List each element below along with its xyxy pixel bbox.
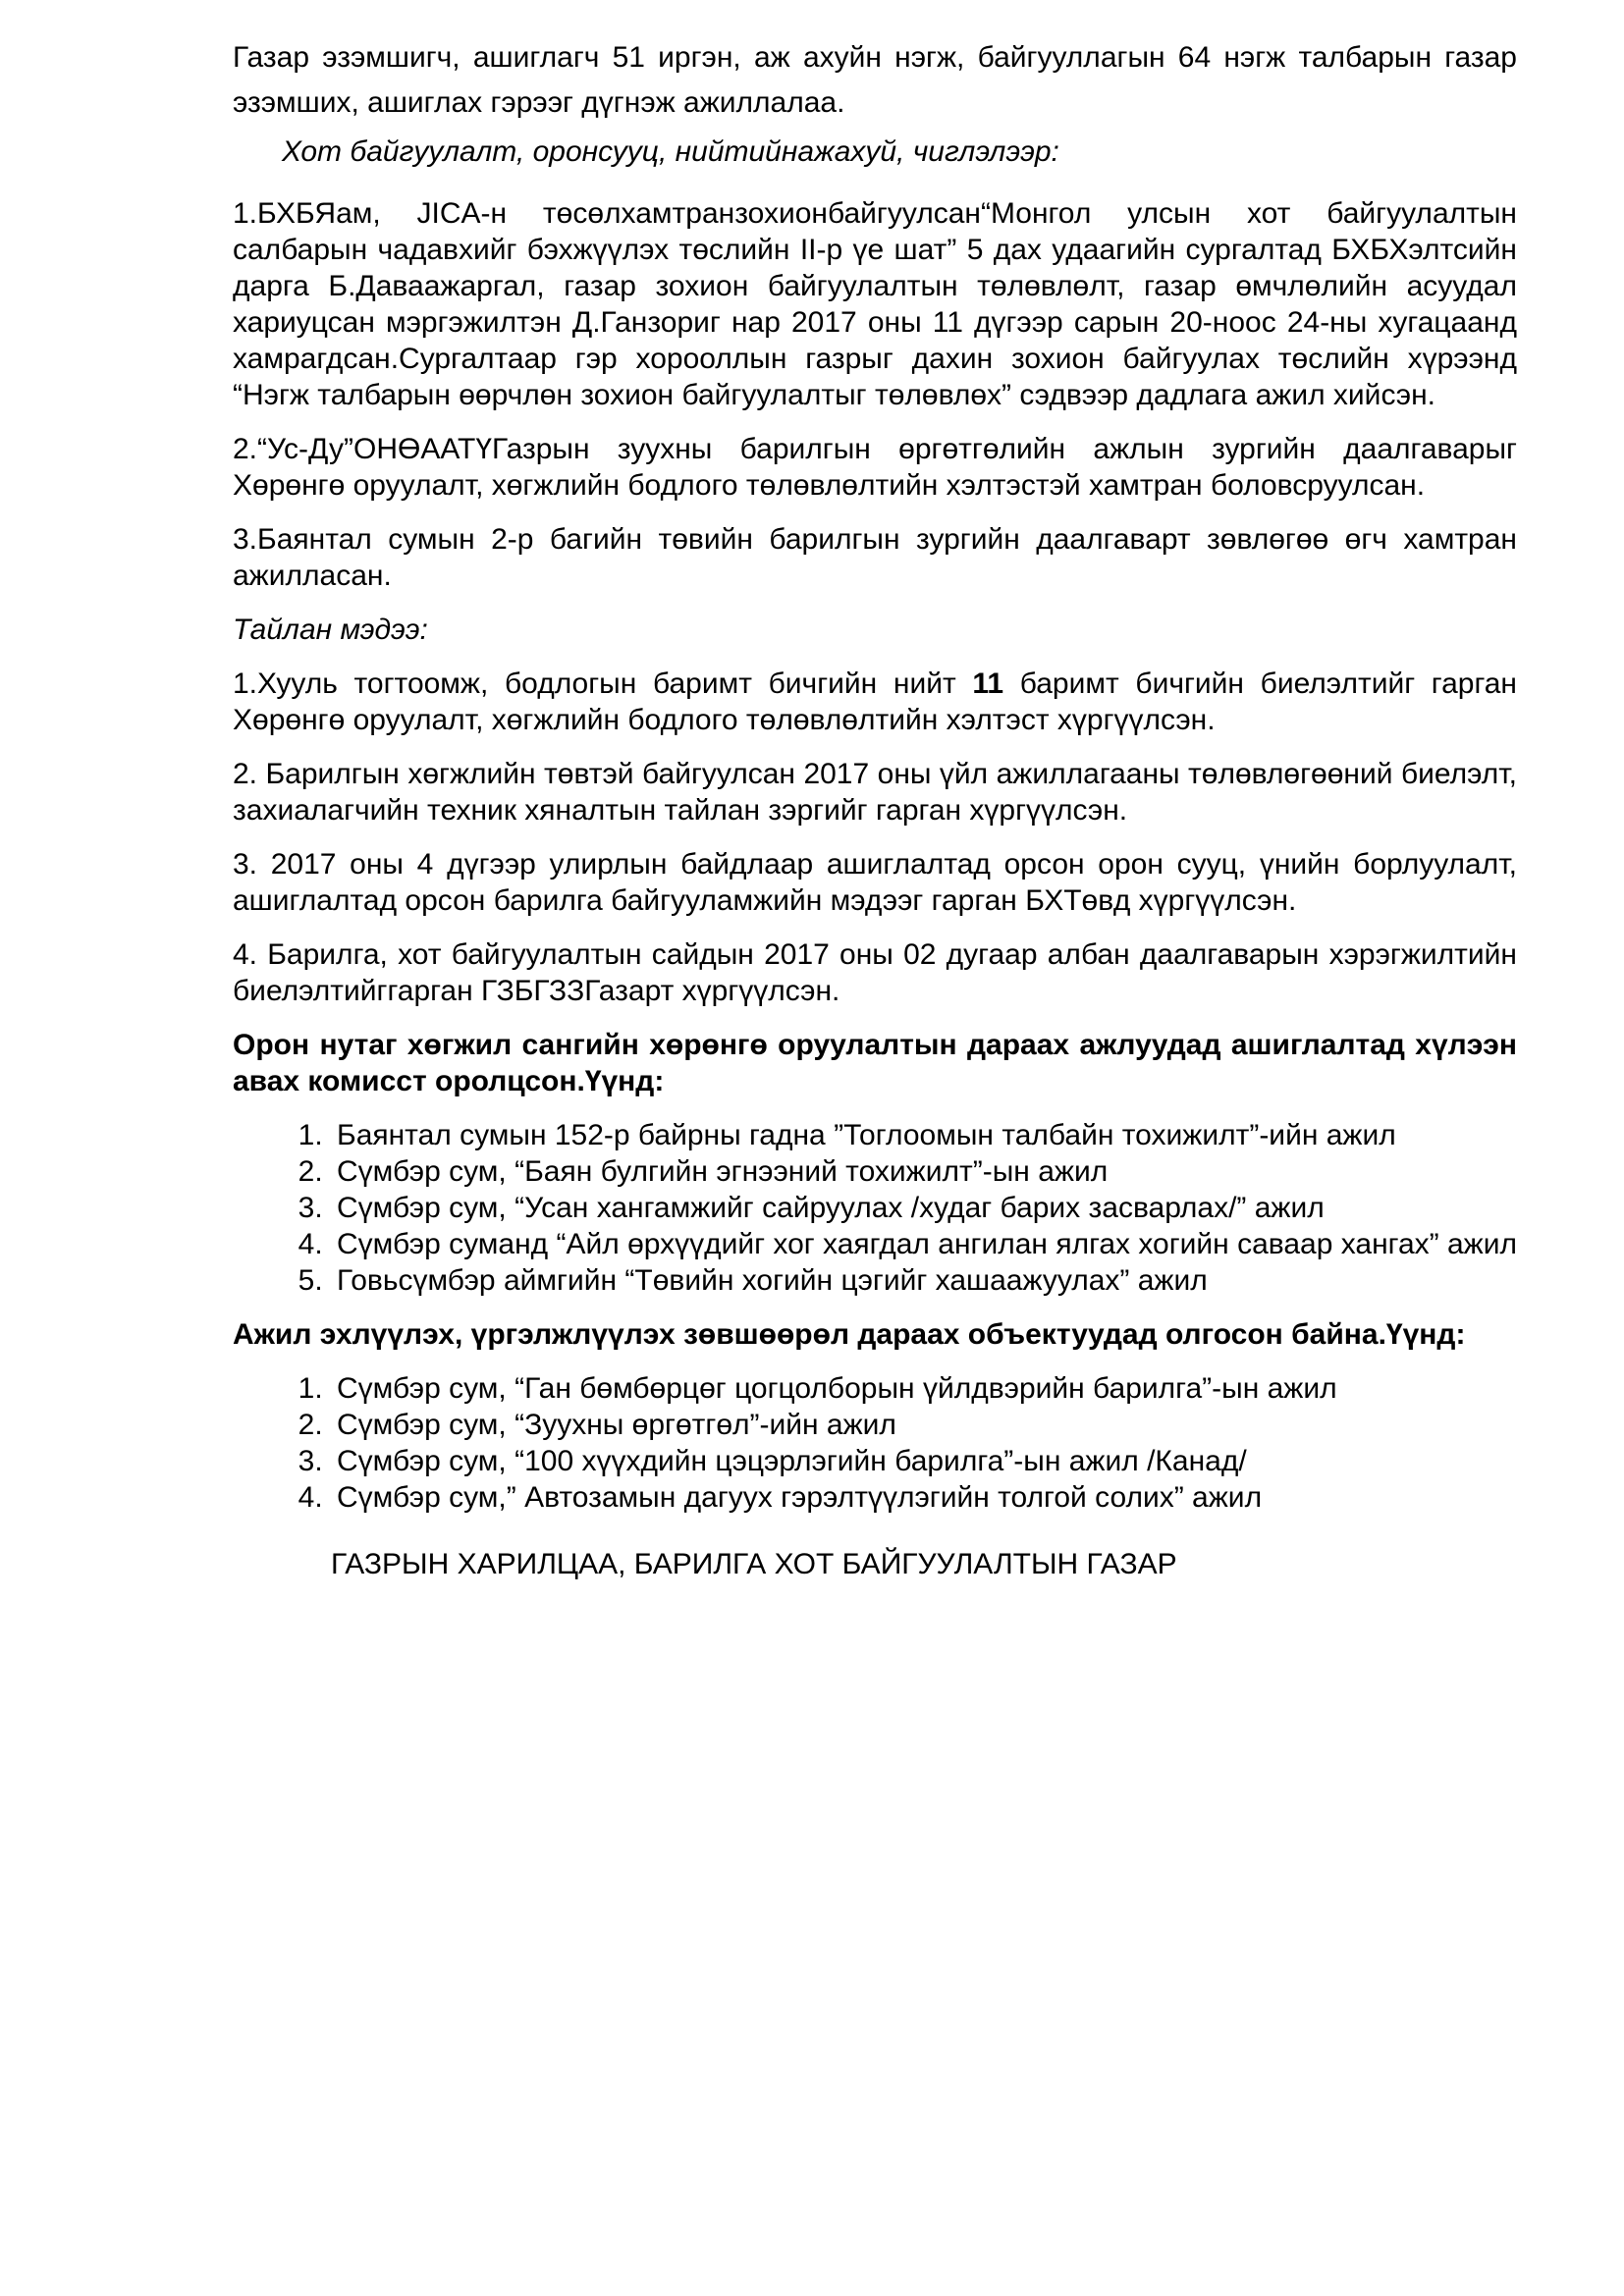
list-item: 3. Сүмбэр сум, “100 хүүхдийн цэцэрлэгийн барилга”-ын ажил /Канад/ [331, 1443, 1517, 1479]
urban-item-2: 2.“Ус-Ду”ОНӨААТҮГазрын зуухны барилгын өргөтгөлийн ажлын зургийн даалгаварыг Хөрөнгө оруулалт, хөгжлийн бодлого төлөвлөлтийн хэлтэстэй хамтран боловсруулсан. [233, 433, 1517, 502]
report-item-1-start: 1.Хууль тогтоомж, бодлогын баримт бичгийн нийт [233, 667, 973, 700]
report-item-3: 3. 2017 оны 4 дүгээр улирлын байдлаар ашиглалтад орсон орон сууц, үнийн борлуулалт, ашиглалтад орсон барилга байгууламжийн мэдээг гарган БХТөвд хүргүүлсэн. [233, 848, 1517, 917]
permits-section-heading: Ажил эхлүүлэх, үргэлжлүүлэх зөвшөөрөл дараах объектуудад олгосон байна.Үүнд: [233, 1318, 1466, 1351]
list-item: 2. Сүмбэр сум, “Баян булгийн эгнээний тохижилт”-ын ажил [331, 1153, 1517, 1190]
intro-paragraph: Газар эзэмшигч, ашиглагч 51 иргэн, аж ахуйн нэгж, байгууллагын 64 нэгж талбарын газар эзэмших, ашиглах гэрээг дүгнэж ажиллалаа. [233, 41, 1517, 119]
list-item: 4. Сүмбэр суманд “Айл өрхүүдийг хог хаягдал ангилан ялгах хогийн саваар хангах” ажил [331, 1226, 1517, 1262]
report-item-1 [233, 666, 1517, 738]
urban-item-1: 1.БХБЯам, JICA-н төсөлхамтранзохионбайгуулсан“Монгол улсын хот байгуулалтын салбарын чадавхийг бэхжүүлэх төслийн II-р үе шат” 5 дах удаагийн сургалтад БХБХэлтсийн дарга Б.Даваажаргал, газар зохион байгуулалтын төлөвлөлт, газар өмчлөлийн асуудал хариуцсан мэргэжилтэн Д.Ганзориг нар 2017 оны 11 дүгээр сарын 20-ноос 24-ны хугацаанд хамрагдсан.Сургалтаар гэр хорооллын газрыг дахин зохион байгуулах төслийн хүрээнд “Нэгж талбарын өөрчлөн зохион байгуулалтыг төлөвлөх” сэдвээр дадлага ажил хийсэн. [233, 197, 1517, 411]
urban-section-heading: Хот байгуулалт, оронсууц, нийтийнажахуй, чиглэлээр: [282, 135, 1059, 168]
list-item: 5. Говьсүмбэр аймгийн “Төвийн хогийн цэгийг хашаажуулах” ажил [331, 1262, 1517, 1299]
urban-item-3: 3.Баянтал сумын 2-р багийн төвийн барилгын зургийн даалгаварт зөвлөгөө өгч хамтран ажилласан. [233, 523, 1517, 592]
report-section-heading: Тайлан мэдээ: [233, 614, 428, 646]
report-item-1-end: баримт бичгийн биелэлтийг гарган Хөрөнгө оруулалт, хөгжлийн бодлого төлөвлөлтийн хэлтэст хүргүүлсэн. [233, 667, 1517, 736]
list-item: 3. Сүмбэр сум, “Усан хангамжийг сайруулах /худаг барих засварлах/” ажил [331, 1190, 1517, 1226]
list-item: 1. Сүмбэр сум, “Ган бөмбөрцөг цогцолборын үйлдвэрийн барилга”-ын ажил [331, 1370, 1517, 1407]
list-item: 4. Сүмбэр сум,” Автозамын дагуух гэрэлтүүлэгийн толгой солих” ажил [331, 1479, 1517, 1516]
list-item: 1. Баянтал сумын 152-р байрны гадна ”Тоглоомын талбайн тохижилт”-ийн ажил [331, 1117, 1517, 1153]
commission-section-heading: Орон нутаг хөгжил сангийн хөрөнгө оруулалтын дараах ажлуудад ашиглалтад хүлээн авах комисст оролцсон.Үүнд: [233, 1029, 1517, 1097]
commission-list [233, 1117, 1517, 1299]
document-page [233, 35, 1517, 1584]
report-item-1-count: 11 [972, 667, 1004, 700]
list-item: 2. Сүмбэр сум, “Зуухны өргөтгөл”-ийн ажил [331, 1407, 1517, 1443]
report-item-4: 4. Барилга, хот байгуулалтын сайдын 2017 оны 02 дугаар албан даалгаварын хэрэгжилтийн биелэлтийггарган ГЗБГЗЗГазарт хүргүүлсэн. [233, 938, 1517, 1007]
signature-department: ГАЗРЫН ХАРИЛЦАА, БАРИЛГА ХОТ БАЙГУУЛАЛТЫН ГАЗАР [331, 1548, 1177, 1580]
permits-list [233, 1370, 1517, 1516]
report-item-2: 2. Барилгын хөгжлийн төвтэй байгуулсан 2017 оны үйл ажиллагааны төлөвлөгөөний биелэлт, захиалагчийн техник хяналтын тайлан зэргийг гарган хүргүүлсэн. [233, 758, 1517, 827]
